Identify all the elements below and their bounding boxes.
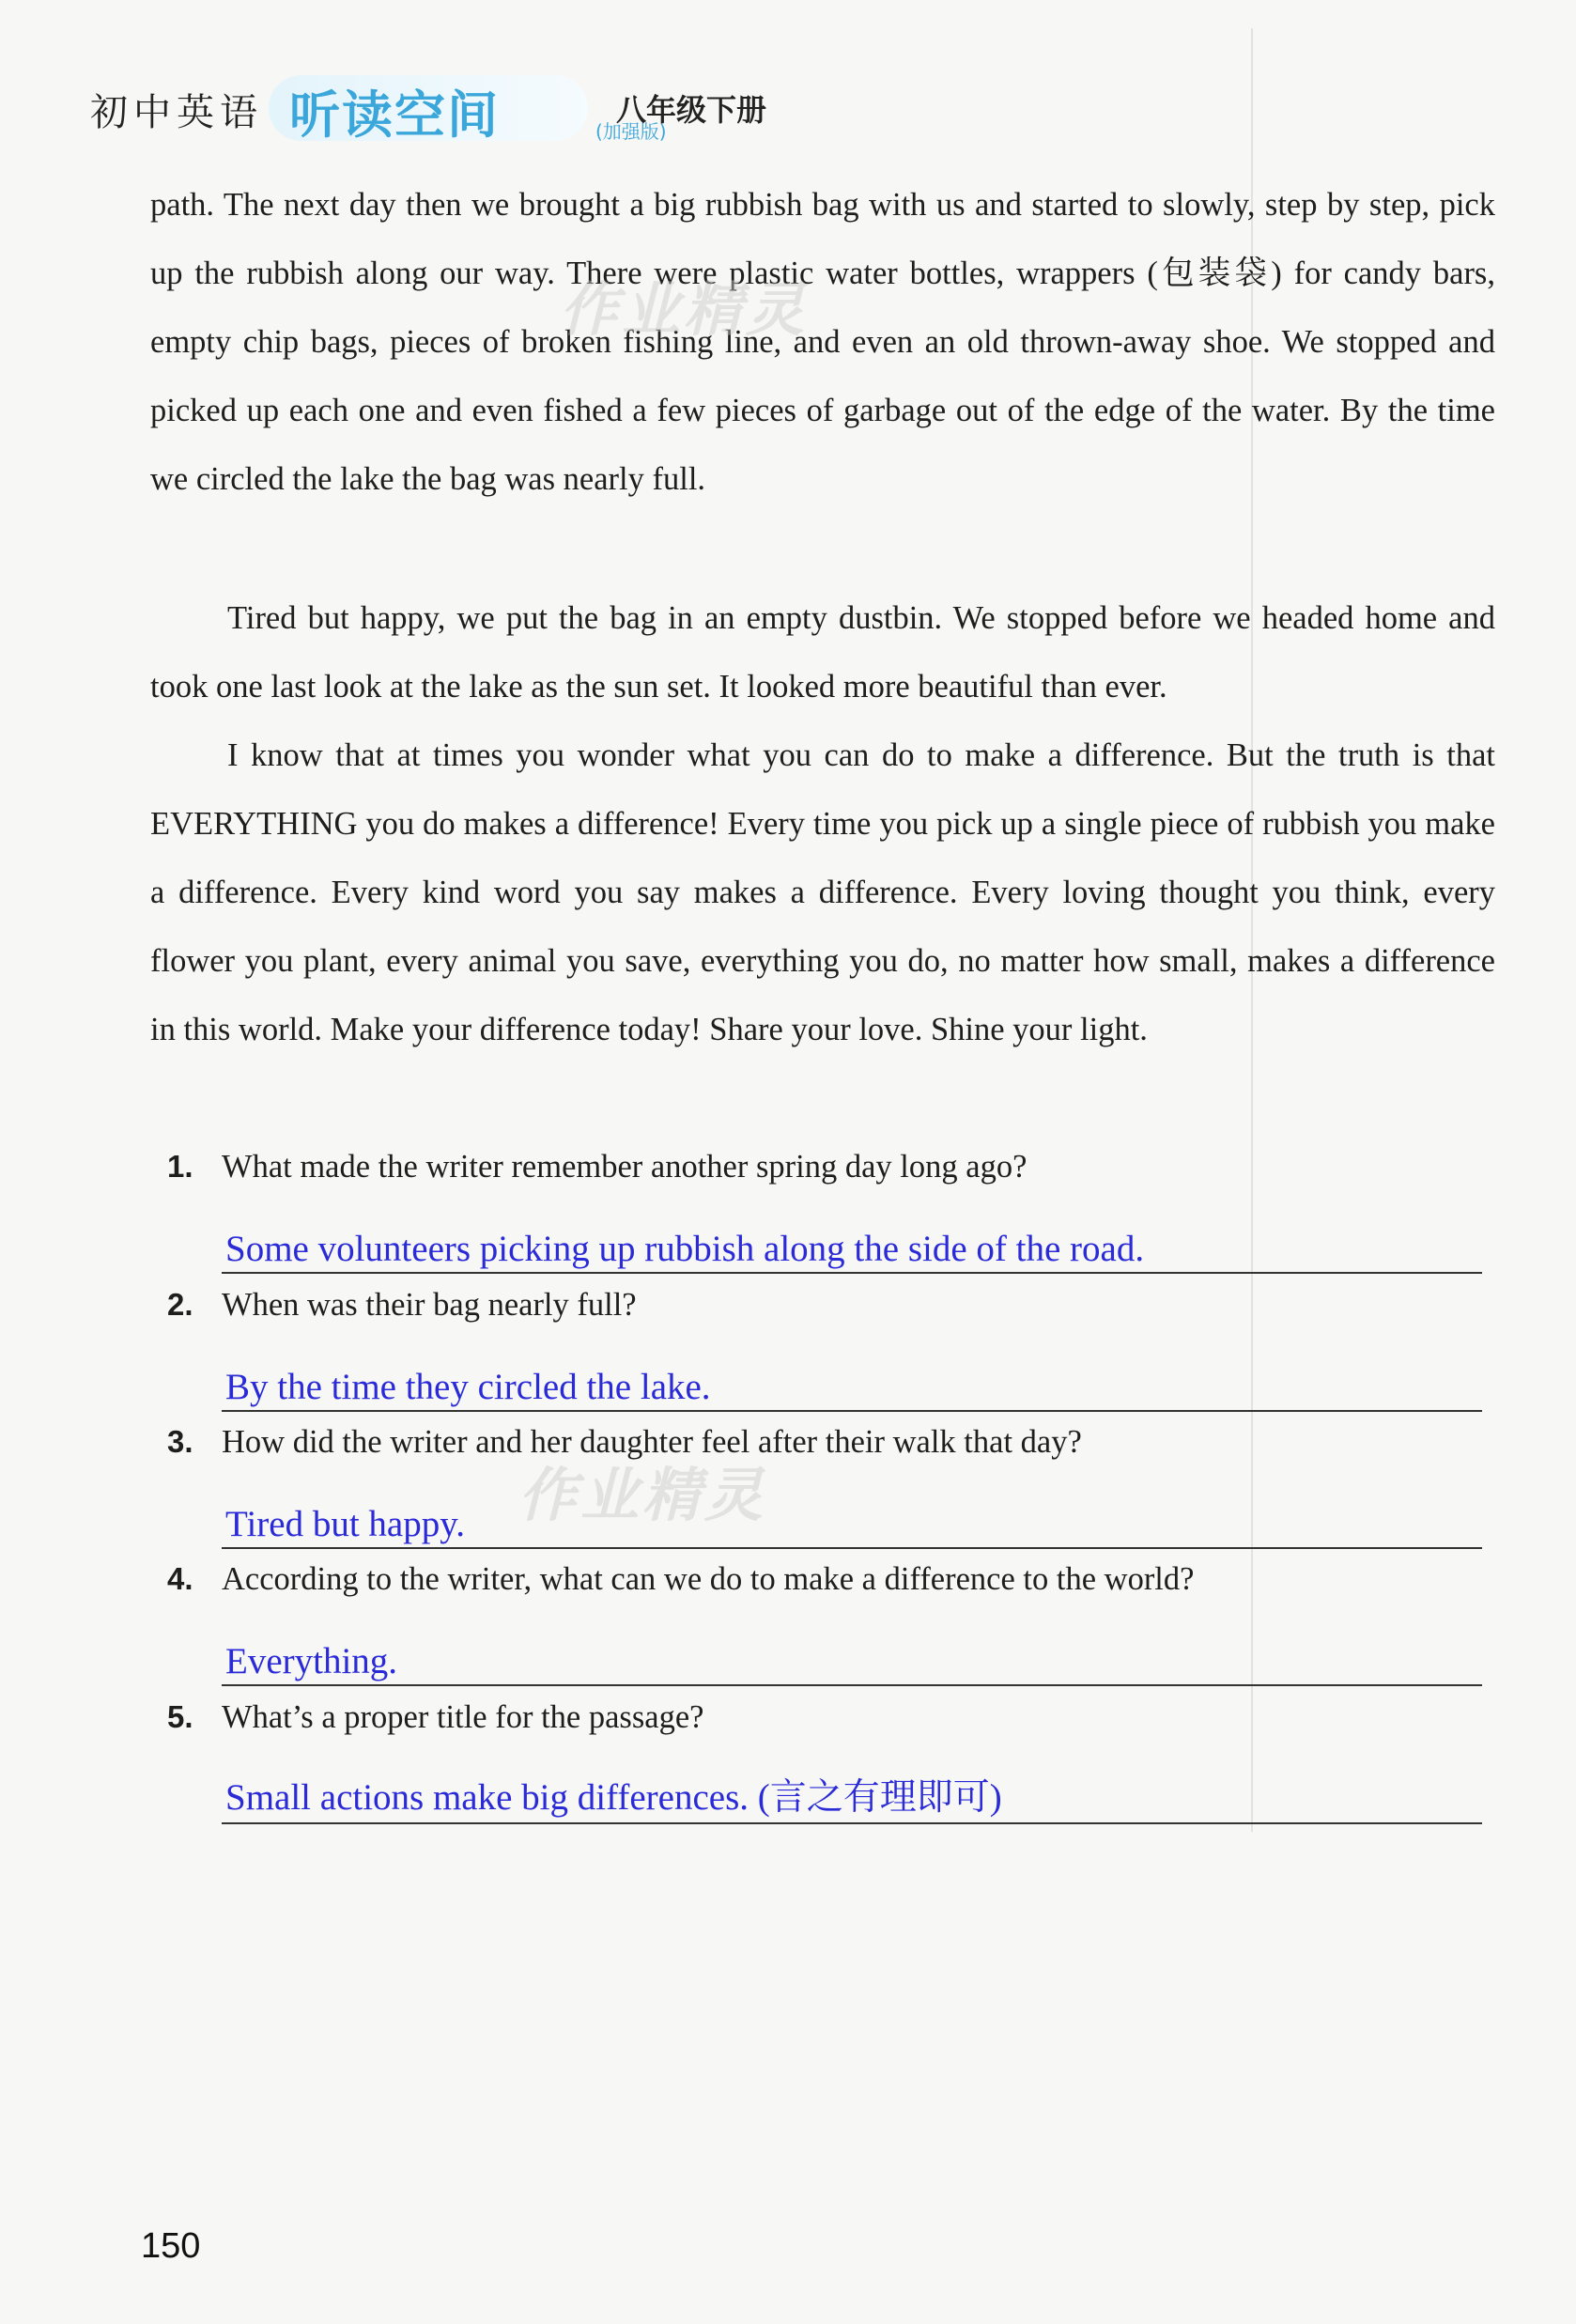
question-4 [167, 1558, 1501, 1681]
question-text: How did the writer and her daughter feel after their walk that day? [222, 1424, 1082, 1460]
passage-paragraph-1: path. The next day then we brought a big rubbish bag with us and started to slowly, step by step, pick up the rubbish along our way. There were plastic water bottles, wrappers (包装袋) for candy bars, empty chip bags, pieces of broken fishing line, and even an old thrown-away shoe. We stopped and picked up each one and even fished a few pieces of garbage out of the edge of the water. By the time we circled the lake the bag was nearly full. [150, 187, 1495, 497]
question-text: What’s a proper title for the passage? [222, 1699, 704, 1735]
answer-text: By the time they circled the lake. [225, 1367, 711, 1407]
grade-label: 八年级下册 [616, 92, 767, 128]
question-number: 5. [167, 1699, 193, 1734]
answer-line[interactable] [222, 1350, 1482, 1412]
watermark-logo: 作业精灵 [518, 1461, 767, 1529]
brand-title: 听读空间 [289, 85, 500, 145]
question-number: 4. [167, 1561, 193, 1596]
answer-line[interactable] [222, 1762, 1482, 1824]
watermark-logo: 作业精灵 [560, 275, 809, 344]
answer-text: Everything. [225, 1641, 398, 1681]
answer-line[interactable] [222, 1624, 1482, 1686]
answer-text: Some volunteers picking up rubbish along the side of the road. [225, 1229, 1145, 1269]
answer-text: Small actions make big differences. (言之有理即可) [225, 1777, 1002, 1818]
question-2 [167, 1284, 1501, 1407]
series-title: 初中英语 [90, 91, 263, 134]
passage-paragraph-3: I know that at times you wonder what you can do to make a difference. But the truth is that EVERYTHING you do makes a difference! Every time you pick up a single piece of rubbish you make a difference. Every kind word you say makes a difference. Every loving thought you think, every flower you plant, every animal you save, everything you do, no matter how small, makes a difference in this world. Make your difference today! Share your love. Shine your light. [150, 737, 1495, 1047]
question-1 [167, 1146, 1501, 1269]
question-text: What made the writer remember another spring day long ago? [222, 1149, 1027, 1185]
answer-text: Tired but happy. [225, 1504, 465, 1544]
question-number: 2. [167, 1287, 193, 1322]
page-number: 150 [141, 2226, 201, 2266]
question-text: According to the writer, what can we do to make a difference to the world? [222, 1561, 1195, 1597]
question-number: 1. [167, 1149, 193, 1184]
question-number: 3. [167, 1424, 193, 1459]
page-header [90, 66, 935, 160]
question-text: When was their bag nearly full? [222, 1287, 637, 1323]
passage-paragraph-2: Tired but happy, we put the bag in an empty dustbin. We stopped before we headed home and took one last look at the lake as the sun set. It looked more beautiful than ever. [150, 600, 1495, 705]
brand-subtitle: (加强版) [595, 120, 667, 143]
answer-line[interactable] [222, 1212, 1482, 1274]
question-5 [167, 1697, 1501, 1818]
answer-line[interactable] [222, 1487, 1482, 1549]
